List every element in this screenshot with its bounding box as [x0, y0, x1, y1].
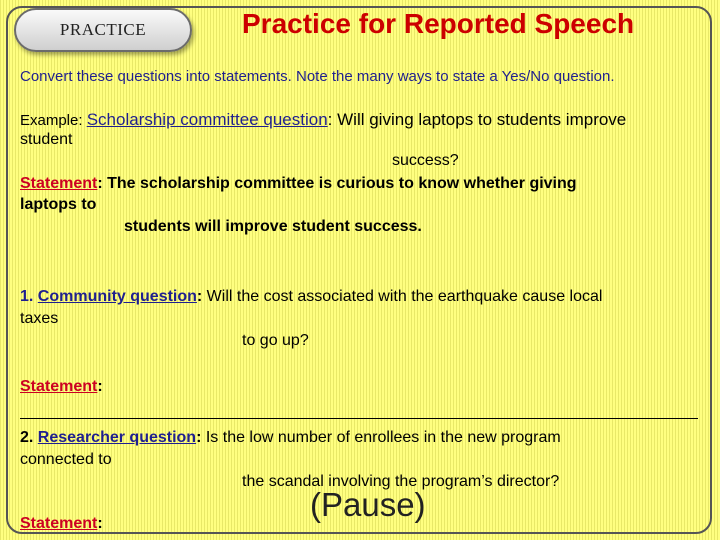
item2-question-line-3: the scandal involving the program’s director? [242, 473, 560, 490]
slide-title: Practice for Reported Speech [242, 8, 635, 39]
example-question-line-1 [20, 110, 626, 130]
item2-question-line-2: connected to [20, 451, 112, 468]
item2-statement-label: Statement [20, 515, 98, 532]
example-colon: : [327, 110, 333, 129]
instructions: Convert these questions into statements. Note the many ways to state a Yes/No question. [20, 68, 615, 85]
item1-colon: : [196, 288, 203, 305]
example-statement-text-1: The scholarship committee is curious to know whether giving [102, 175, 577, 192]
example-statement-line-1 [20, 175, 577, 193]
example-statement-line-2: laptops to [20, 196, 97, 213]
practice-badge [14, 8, 192, 52]
item1-number: 1. [20, 288, 38, 305]
example-question-line-3: success? [392, 152, 459, 169]
item2-question-text-1: Is the low number of enrollees in the new program [201, 429, 561, 446]
example-statement-label: Statement [20, 175, 98, 192]
item1-statement [20, 378, 103, 396]
answer-line [20, 418, 698, 419]
example-prefix: Example: [20, 112, 87, 129]
item1-statement-label: Statement [20, 378, 98, 395]
example-question-line-2: student [20, 131, 73, 148]
item2-colon: : [196, 429, 202, 446]
item1-statement-colon: : [97, 378, 103, 395]
item1-speaker-label: Community question [37, 288, 197, 305]
item1-question-line-2: taxes [20, 310, 59, 327]
item2-statement-colon: : [97, 515, 103, 532]
pause-label: (Pause) [310, 486, 426, 523]
item1-question-line-3: to go up? [242, 332, 309, 349]
item2-speaker-label: Researcher question [37, 429, 197, 446]
practice-badge-label: PRACTICE [59, 20, 147, 39]
example-statement-colon: : [97, 175, 103, 192]
item2-number: 2. [20, 429, 38, 446]
example-speaker-label: Scholarship committee question [86, 110, 328, 129]
item2-statement [20, 515, 103, 533]
example-statement-line-3: students will improve student success. [124, 218, 422, 235]
example-question-text-1: Will giving laptops to students improve [332, 110, 627, 129]
item1-question-text-1: Will the cost associated with the earthquake cause local [202, 288, 603, 305]
item2-question-line-1 [20, 429, 561, 447]
item1-question-line-1 [20, 288, 602, 306]
